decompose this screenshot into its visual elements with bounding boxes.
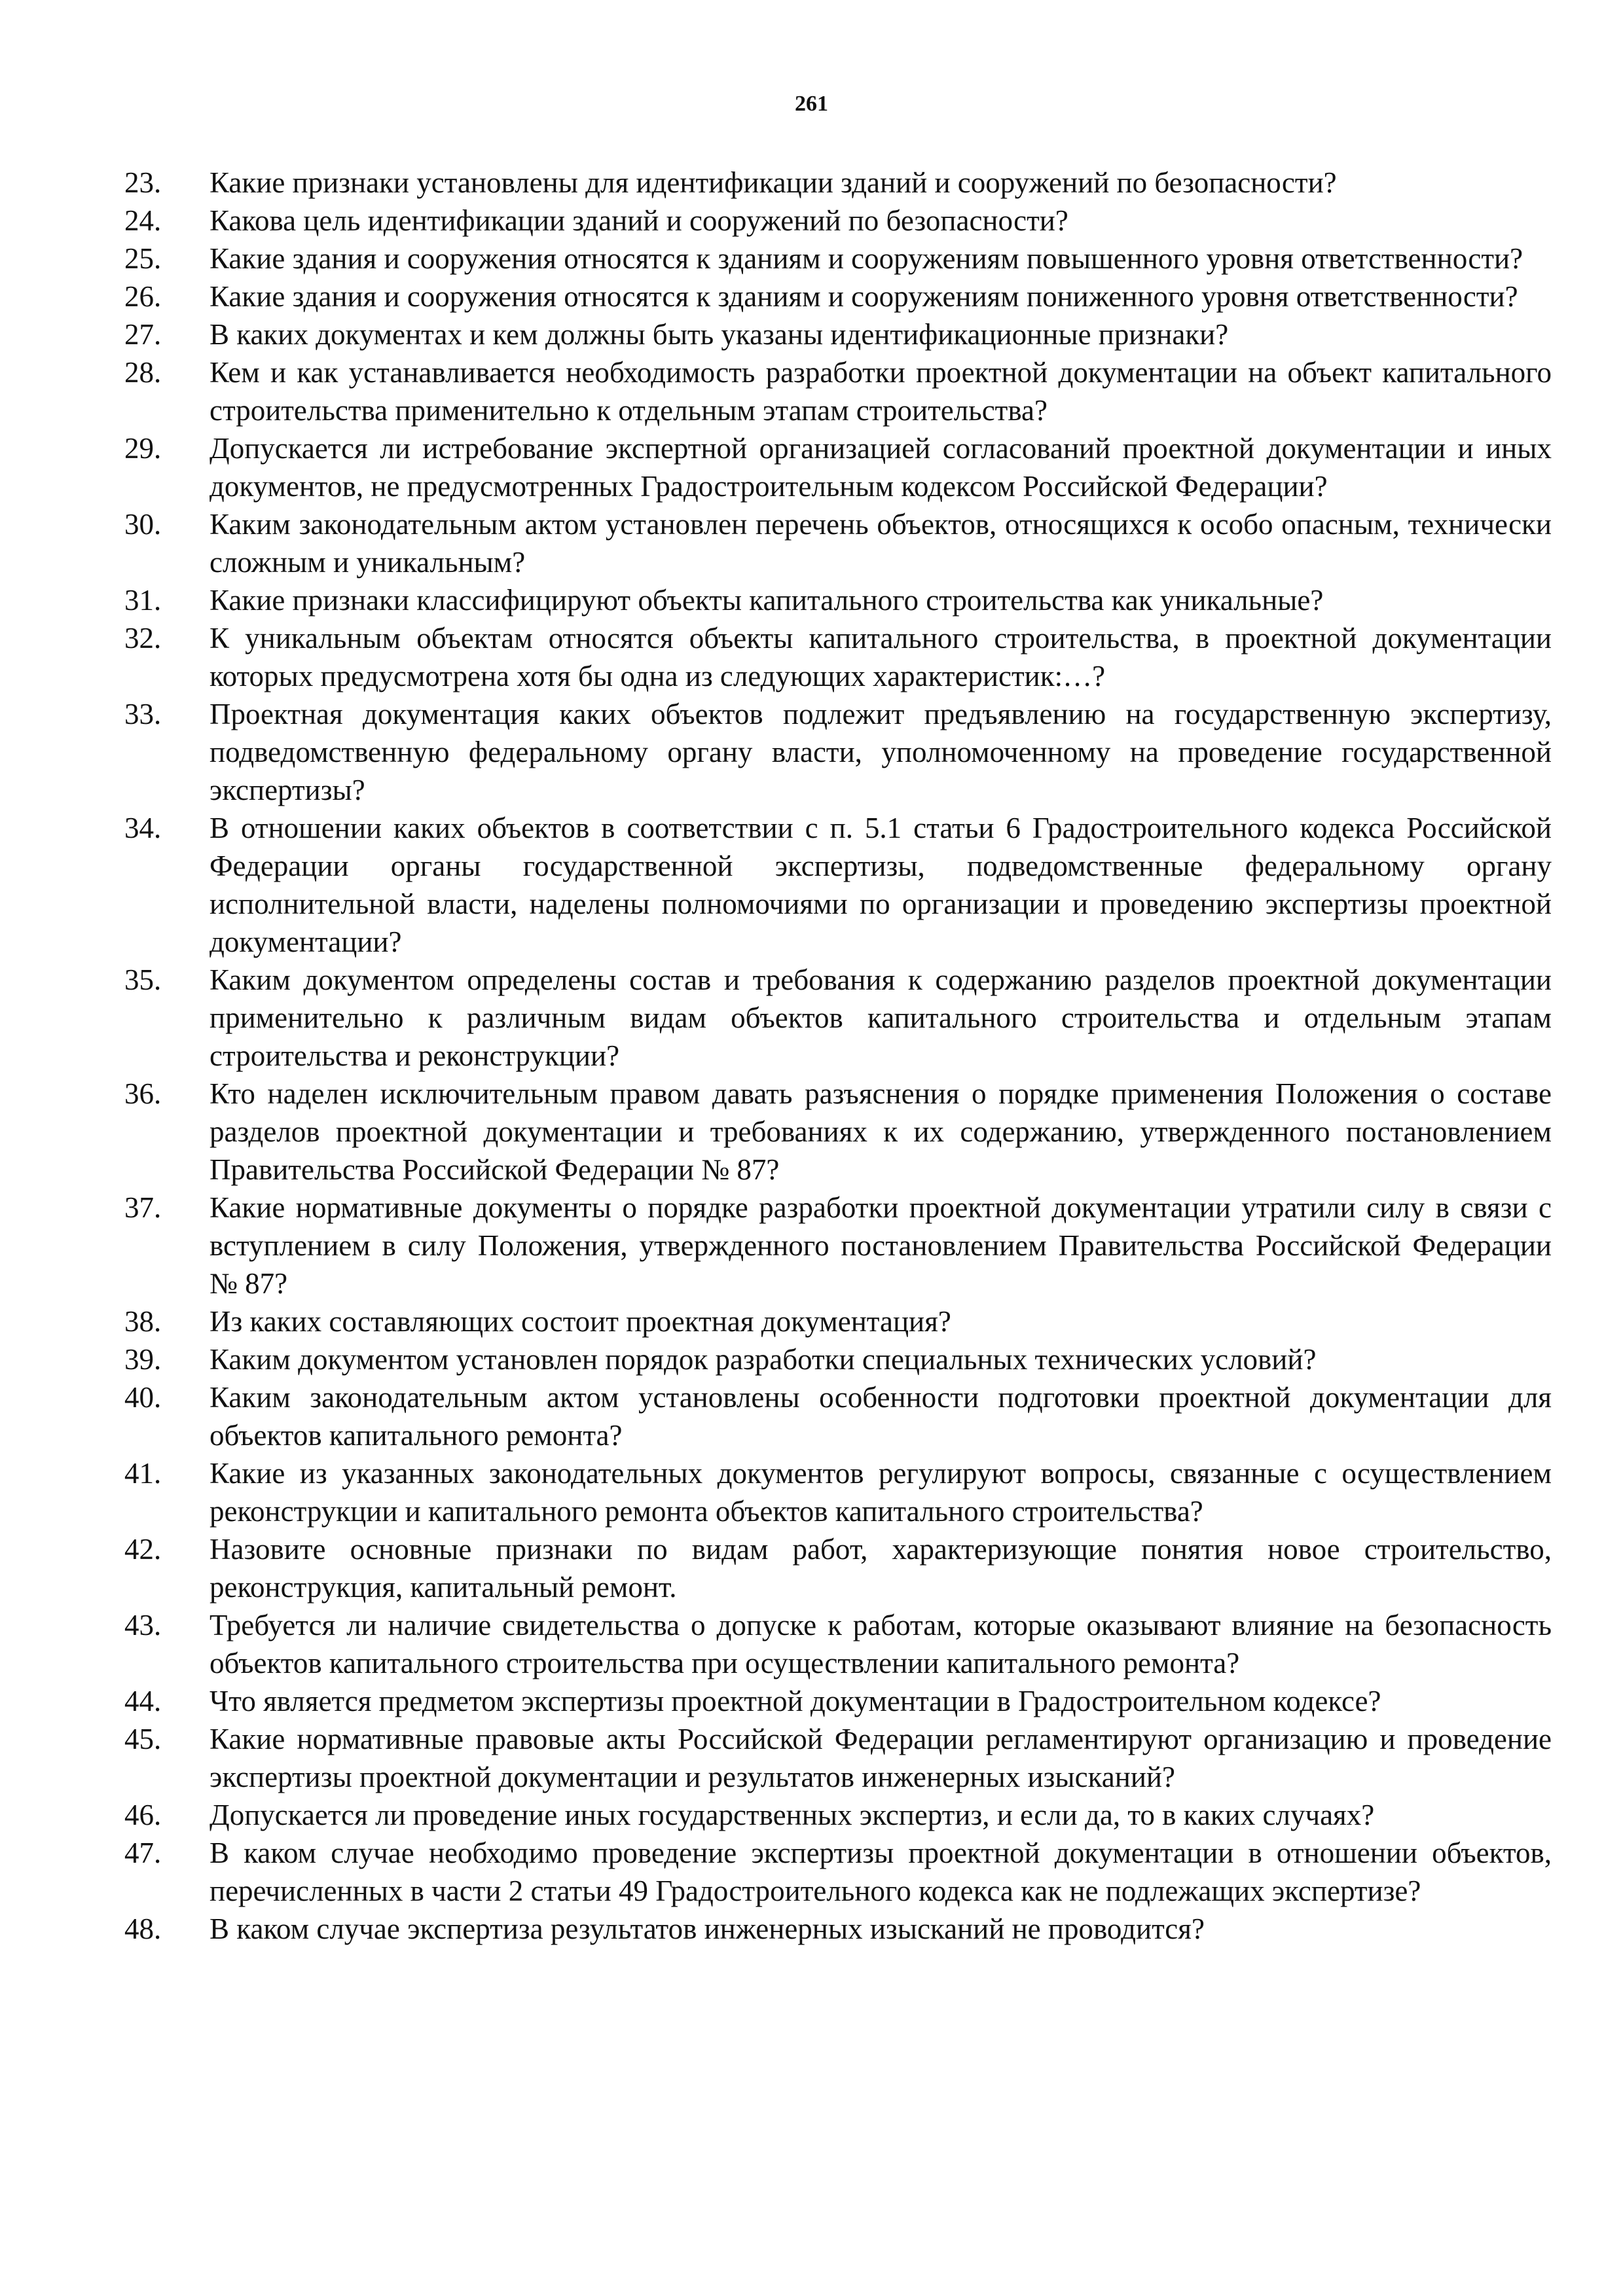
question-number: 41.	[124, 1457, 162, 1490]
question-number: 40.	[124, 1381, 162, 1414]
question-item	[124, 240, 1552, 278]
question-number: 23.	[124, 166, 162, 199]
question-text: К уникальным объектам относятся объекты капитального строительства, в проектной документации которых предусмотрена хотя бы одна из следующих характеристик:…?	[210, 622, 1552, 692]
question-item	[124, 1189, 1552, 1302]
question-text: Проектная документация каких объектов подлежит предъявлению на государственную экспертизу, подведомственную федеральному органу власти, уполномоченному на проведение государственной экспертизы?	[210, 698, 1552, 806]
question-number: 37.	[124, 1191, 162, 1224]
question-number: 24.	[124, 204, 162, 237]
question-item	[124, 1530, 1552, 1606]
question-number: 38.	[124, 1305, 162, 1338]
page-number: 261	[795, 92, 828, 116]
question-item	[124, 809, 1552, 961]
question-text: Каким документом установлен порядок разработки специальных технических условий?	[210, 1343, 1317, 1376]
question-text: Допускается ли истребование экспертной организацией согласований проектной документации и иных документов, не предусмотренных Градостроительным кодексом Российской Федерации?	[210, 432, 1552, 503]
question-item	[124, 1075, 1552, 1189]
question-text: Кто наделен исключительным правом давать разъяснения о порядке применения Положения о составе разделов проектной документации и требованиях к их содержанию, утвержденного постановлением Правительства Российской Федерации № 87?	[210, 1077, 1552, 1186]
question-item	[124, 202, 1552, 240]
question-number: 46.	[124, 1799, 162, 1831]
question-item	[124, 1378, 1552, 1454]
question-text: Какие нормативные документы о порядке разработки проектной документации утратили силу в связи с вступлением в силу Положения, утвержденного постановлением Правительства Российской Федерации № 87?	[210, 1191, 1552, 1300]
question-text: В каком случае необходимо проведение экспертизы проектной документации в отношении объектов, перечисленных в части 2 статьи 49 Градостроительного кодекса как не подлежащих экспертизе?	[210, 1837, 1552, 1907]
question-text: Какие признаки установлены для идентификации зданий и сооружений по безопасности?	[210, 166, 1337, 199]
question-list	[124, 164, 1552, 1948]
question-item	[124, 505, 1552, 581]
question-item	[124, 619, 1552, 695]
question-text: Из каких составляющих состоит проектная документация?	[210, 1305, 951, 1338]
question-text: Какие нормативные правовые акты Российской Федерации регламентируют организацию и проведение экспертизы проектной документации и результатов инженерных изысканий?	[210, 1723, 1552, 1793]
question-text: Что является предметом экспертизы проектной документации в Градостроительном кодексе?	[210, 1685, 1381, 1717]
question-number: 26.	[124, 280, 162, 313]
question-number: 31.	[124, 584, 162, 617]
question-number: 32.	[124, 622, 162, 655]
question-item	[124, 1796, 1552, 1834]
question-number: 48.	[124, 1912, 162, 1945]
question-number: 28.	[124, 356, 162, 389]
question-number: 27.	[124, 318, 162, 351]
question-text: Назовите основные признаки по видам работ, характеризующие понятия новое строительство, реконструкция, капитальный ремонт.	[210, 1533, 1552, 1604]
question-text: В каком случае экспертиза результатов инженерных изысканий не проводится?	[210, 1912, 1205, 1945]
question-text: Какие признаки классифицируют объекты капитального строительства как уникальные?	[210, 584, 1324, 617]
question-number: 29.	[124, 432, 162, 465]
question-text: Какие здания и сооружения относятся к зданиям и сооружениям пониженного уровня ответственности?	[210, 280, 1518, 313]
question-item	[124, 429, 1552, 505]
question-number: 33.	[124, 698, 162, 730]
question-text: В каких документах и кем должны быть указаны идентификационные признаки?	[210, 318, 1229, 351]
question-number: 45.	[124, 1723, 162, 1755]
question-text: Допускается ли проведение иных государственных экспертиз, и если да, то в каких случаях?	[210, 1799, 1375, 1831]
question-number: 39.	[124, 1343, 162, 1376]
question-item	[124, 164, 1552, 202]
question-number: 34.	[124, 812, 162, 844]
question-item	[124, 1340, 1552, 1378]
question-text: Какие из указанных законодательных документов регулируют вопросы, связанные с осуществлением реконструкции и капитального ремонта объектов капитального строительства?	[210, 1457, 1552, 1528]
question-item	[124, 1302, 1552, 1340]
question-number: 42.	[124, 1533, 162, 1566]
question-item	[124, 1682, 1552, 1720]
question-number: 36.	[124, 1077, 162, 1110]
question-item	[124, 1720, 1552, 1796]
question-text: Каким документом определены состав и требования к содержанию разделов проектной документации применительно к различным видам объектов капитального строительства и отдельным этапам строительства и реконструкции?	[210, 963, 1552, 1072]
question-number: 25.	[124, 242, 162, 275]
question-number: 44.	[124, 1685, 162, 1717]
question-item	[124, 1834, 1552, 1910]
question-item	[124, 581, 1552, 619]
question-text: Каким законодательным актом установлены особенности подготовки проектной документации для объектов капитального ремонта?	[210, 1381, 1552, 1452]
question-text: Каким законодательным актом установлен перечень объектов, относящихся к особо опасным, технически сложным и уникальным?	[210, 508, 1552, 579]
question-text: Какие здания и сооружения относятся к зданиям и сооружениям повышенного уровня ответственности?	[210, 242, 1523, 275]
question-item	[124, 1606, 1552, 1682]
question-text: Кем и как устанавливается необходимость разработки проектной документации на объект капитального строительства применительно к отдельным этапам строительства?	[210, 356, 1552, 427]
question-number: 43.	[124, 1609, 162, 1641]
question-item	[124, 278, 1552, 315]
question-item	[124, 315, 1552, 353]
question-text: Какова цель идентификации зданий и сооружений по безопасности?	[210, 204, 1068, 237]
question-item	[124, 353, 1552, 429]
question-number: 30.	[124, 508, 162, 541]
question-text: Требуется ли наличие свидетельства о допуске к работам, которые оказывают влияние на безопасность объектов капитального строительства при осуществлении капитального ремонта?	[210, 1609, 1552, 1679]
question-number: 47.	[124, 1837, 162, 1869]
question-item	[124, 961, 1552, 1075]
question-item	[124, 695, 1552, 809]
question-item	[124, 1910, 1552, 1948]
question-item	[124, 1454, 1552, 1530]
question-number: 35.	[124, 963, 162, 996]
question-text: В отношении каких объектов в соответствии с п. 5.1 статьи 6 Градостроительного кодекса Российской Федерации органы государственной экспертизы, подведомственные федеральному органу исполнительной власти, наделены полномочиями по организации и проведению экспертизы проектной документации?	[210, 812, 1552, 958]
